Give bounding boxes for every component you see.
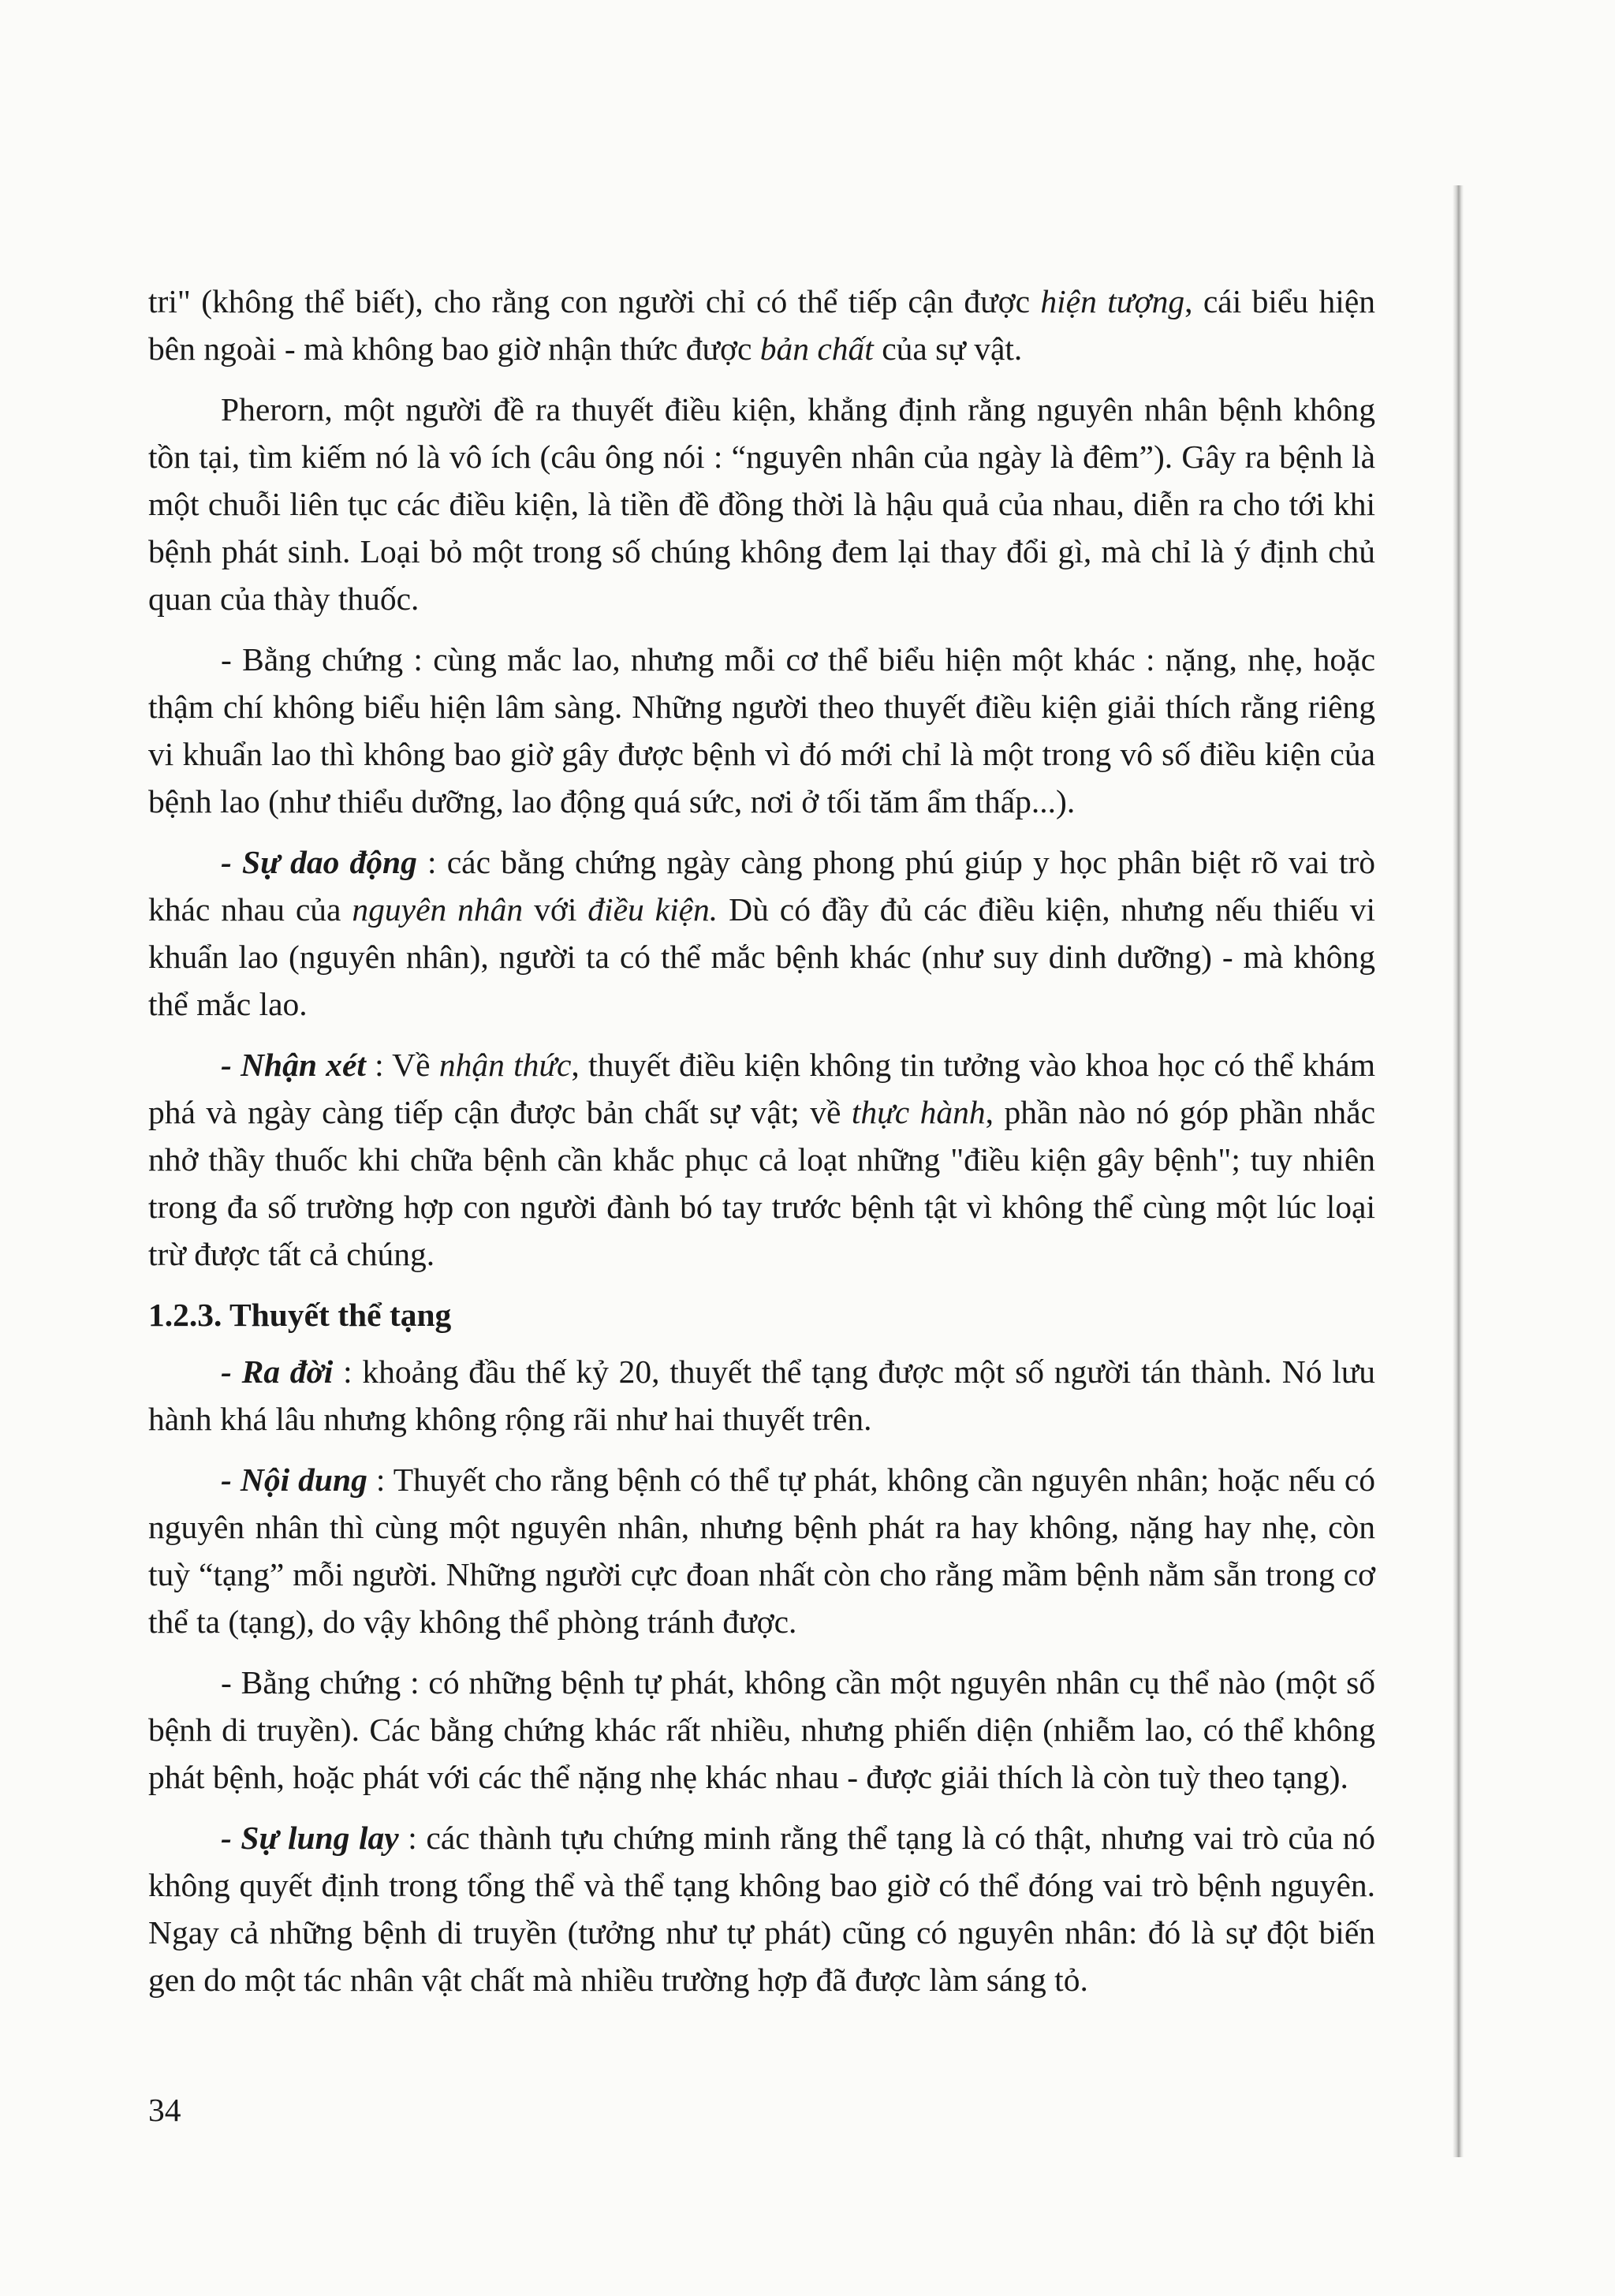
paragraph-continuation: tri" (không thể biết), cho rằng con người chỉ có thể tiếp cận được hiện tượng, cái biểu hiện bên ngoài - mà không bao giờ nhận thức được bản chất của sự vật.: [148, 283, 1375, 367]
emphasis-text: nhận thức: [438, 1047, 572, 1083]
paragraph-remark: - Nhận xét : Về nhận thức, thuyết điều kiện không tin tưởng vào khoa học có thể khám phá và ngày càng tiếp cận được bản chất sự vật; về thực hành, phần nào nó góp phần nhắc nhở thầy thuốc khi chữa bệnh cần khắc phục cả loạt những "điều kiện gây bệnh"; tuy nhiên trong đa số trường hợp con người đành bó tay trước bệnh tật vì không thể cùng một lúc loại trừ được tất cả chúng.: [148, 1047, 1376, 1272]
lead-term: - Sự dao động: [221, 844, 417, 880]
page-body: [148, 278, 1375, 2017]
emphasis-text: hiện tượng: [1040, 283, 1185, 319]
paragraph-content: - Nội dung : Thuyết cho rằng bệnh có thể tự phát, không cần nguyên nhân; hoặc nếu có nguyên nhân thì cùng một nguyên nhân, nhưng bệnh phát ra hay không, nặng hay nhẹ, còn tuỳ “tạng” mỗi người. Những người cực đoan nhất còn cho rằng mầm bệnh nằm sẵn trong cơ thể ta (tạng), do vậy không thể phòng tránh được.: [148, 1462, 1376, 1640]
lead-term: - Ra đời: [221, 1353, 334, 1390]
section-heading: 1.2.3. Thuyết thể tạng: [148, 1297, 452, 1333]
paragraph-origin: - Ra đời : khoảng đầu thế kỷ 20, thuyết thể tạng được một số người tán thành. Nó lưu hành khá lâu nhưng không rộng rãi như hai thuyết trên.: [148, 1353, 1375, 1437]
paragraph-evidence: - Bằng chứng : cùng mắc lao, nhưng mỗi cơ thể biểu hiện một khác : nặng, nhẹ, hoặc thậm chí không biểu hiện lâm sàng. Những người theo thuyết điều kiện giải thích rằng riêng vi khuẩn lao thì không bao giờ gây được bệnh vì đó mới chỉ là một trong vô số điều kiện của bệnh lao (như thiểu dưỡng, lao động quá sức, nơi ở tối tăm ẩm thấp...).: [148, 641, 1375, 819]
emphasis-text: bản chất: [759, 330, 874, 367]
paragraph-shaking: - Sự lung lay : các thành tựu chứng minh rằng thể tạng là có thật, nhưng vai trò của nó không quyết định trong tổng thể và thể tạng không bao giờ có thể đóng vai trò bệnh nguyên. Ngay cả những bệnh di truyền (tưởng như tự phát) cũng có nguyên nhân: đó là sự đột biến gen do một tác nhân vật chất mà nhiều trường hợp đã được làm sáng tỏ.: [148, 1820, 1375, 1998]
lead-term: - Sự lung lay: [221, 1820, 399, 1856]
lead-term: - Nội dung: [221, 1462, 367, 1498]
lead-term: - Nhận xét: [221, 1047, 366, 1083]
page-binding-edge: [1453, 185, 1464, 2157]
paragraph-fluctuation: - Sự dao động : các bằng chứng ngày càng phong phú giúp y học phân biệt rõ vai trò khác nhau của nguyên nhân với điều kiện. Dù có đầy đủ các điều kiện, nhưng nếu thiếu vi khuẩn lao (nguyên nhân), người ta có thể mắc bệnh khác (như suy dinh dưỡng) - mà không thể mắc lao.: [148, 844, 1375, 1022]
emphasis-text: điều kiện.: [587, 891, 718, 928]
paragraph-pherorn: Pherorn, một người đề ra thuyết điều kiện, khẳng định rằng nguyên nhân bệnh không tồn tại, tìm kiếm nó là vô ích (câu ông nói : “nguyên nhân của ngày là đêm”). Gây ra bệnh là một chuỗi liên tục các điều kiện, là tiền đề đồng thời là hậu quả của nhau, diễn ra cho tới khi bệnh phát sinh. Loại bỏ một trong số chúng không đem lại thay đổi gì, mà chỉ là ý định chủ quan của thày thuốc.: [148, 391, 1375, 617]
paragraph-evidence-constitution: - Bằng chứng : có những bệnh tự phát, không cần một nguyên nhân cụ thể nào (một số bệnh di truyền). Các bằng chứng khác rất nhiều, nhưng phiến diện (nhiễm lao, có thể không phát bệnh, hoặc phát với các thể nặng nhẹ khác nhau - được giải thích là còn tuỳ theo tạng).: [148, 1664, 1375, 1795]
emphasis-text: thực hành: [851, 1094, 986, 1130]
page-number: 34: [148, 2092, 181, 2128]
emphasis-text: nguyên nhân: [352, 891, 524, 928]
